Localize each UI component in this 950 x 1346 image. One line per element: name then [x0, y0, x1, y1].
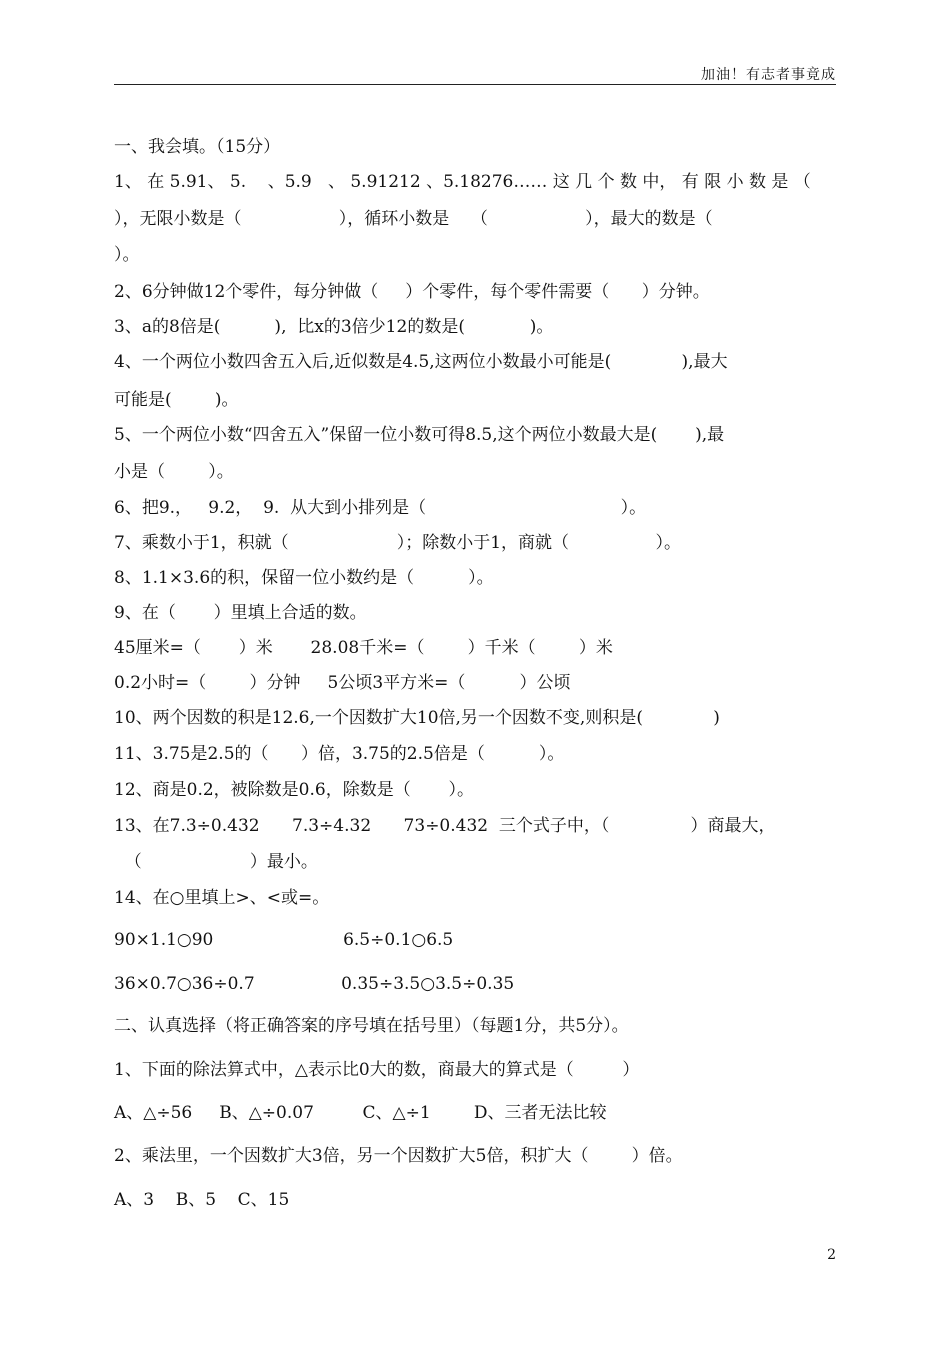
- question-line: 11、3.75是2.5的（ ）倍，3.75的2.5倍是（ ）。: [114, 744, 565, 764]
- question-line: 12、商是0.2，被除数是0.6，除数是（ ）。: [114, 780, 475, 800]
- choice-options: A、3 B、5 C、15: [114, 1190, 290, 1210]
- question-line: 2、6分钟做12个零件，每分钟做（ ）个零件，每个零件需要（ ）分钟。: [114, 282, 710, 302]
- question-line: 可能是( )。: [114, 390, 239, 410]
- question-line: 36×0.7○36÷0.7 0.35÷3.5○3.5÷0.35: [114, 974, 515, 994]
- question-line: 8、1.1×3.6的积，保留一位小数约是（ ）。: [114, 568, 494, 588]
- question-line: 90×1.1○90 6.5÷0.1○6.5: [114, 930, 454, 950]
- question-line: 10、两个因数的积是12.6,一个因数扩大10倍,另一个因数不变,则积是( ): [114, 708, 720, 728]
- header-divider: [114, 84, 836, 85]
- header-motto: 加油！有志者事竟成: [701, 67, 836, 83]
- question-line: 6、把9.， 9.2， 9. 从大到小排列是（ ）。: [114, 498, 647, 518]
- question-line: 0.2小时=（ ）分钟 5公顷3平方米=（ ）公顷: [114, 673, 571, 693]
- question-line: 2、乘法里，一个因数扩大3倍，另一个因数扩大5倍，积扩大（ ）倍。: [114, 1146, 683, 1166]
- question-line: ），无限小数是（ ），循环小数是 （ ），最大的数是（: [114, 209, 713, 229]
- question-line: 3、a的8倍是( ), 比x的3倍少12的数是( )。: [114, 317, 554, 337]
- question-line: 4、一个两位小数四舍五入后,近似数是4.5,这两位小数最小可能是( ),最大: [114, 352, 728, 372]
- question-line: 14、在○里填上>、<或=。: [114, 888, 330, 908]
- question-line: 45厘米=（ ）米 28.08千米=（ ）千米（ ）米: [114, 638, 613, 658]
- question-line: 7、乘数小于1，积就（ ）；除数小于1，商就（ ）。: [114, 533, 681, 553]
- question-line: ）。: [114, 245, 140, 265]
- page-number: 2: [827, 1247, 836, 1263]
- choice-options: A、△÷56 B、△÷0.07 C、△÷1 D、三者无法比较: [114, 1103, 607, 1123]
- question-line: 1、 在 5.91、 5. 、5.9 、 5.91212 、5.18276…… 这 几 个 数 中， 有 限 小 数 是 （: [114, 172, 811, 192]
- question-line: 小是（ ）。: [114, 462, 234, 482]
- question-line: 9、在（ ）里填上合适的数。: [114, 603, 367, 623]
- question-line: 1、下面的除法算式中，△表示比0大的数，商最大的算式是（ ）: [114, 1060, 640, 1080]
- question-line: 5、一个两位小数“四舍五入”保留一位小数可得8.5,这个两位小数最大是( ),最: [114, 425, 725, 445]
- question-line: （ ）最小。: [114, 852, 318, 872]
- section-1-title: 一、我会填。（15分）: [114, 137, 281, 157]
- question-line: 13、在7.3÷0.432 7.3÷4.32 73÷0.432 三个式子中，（ ）商最大，: [114, 816, 776, 836]
- section-2-title: 二、认真选择（将正确答案的序号填在括号里）（每题1分，共5分）。: [114, 1016, 629, 1036]
